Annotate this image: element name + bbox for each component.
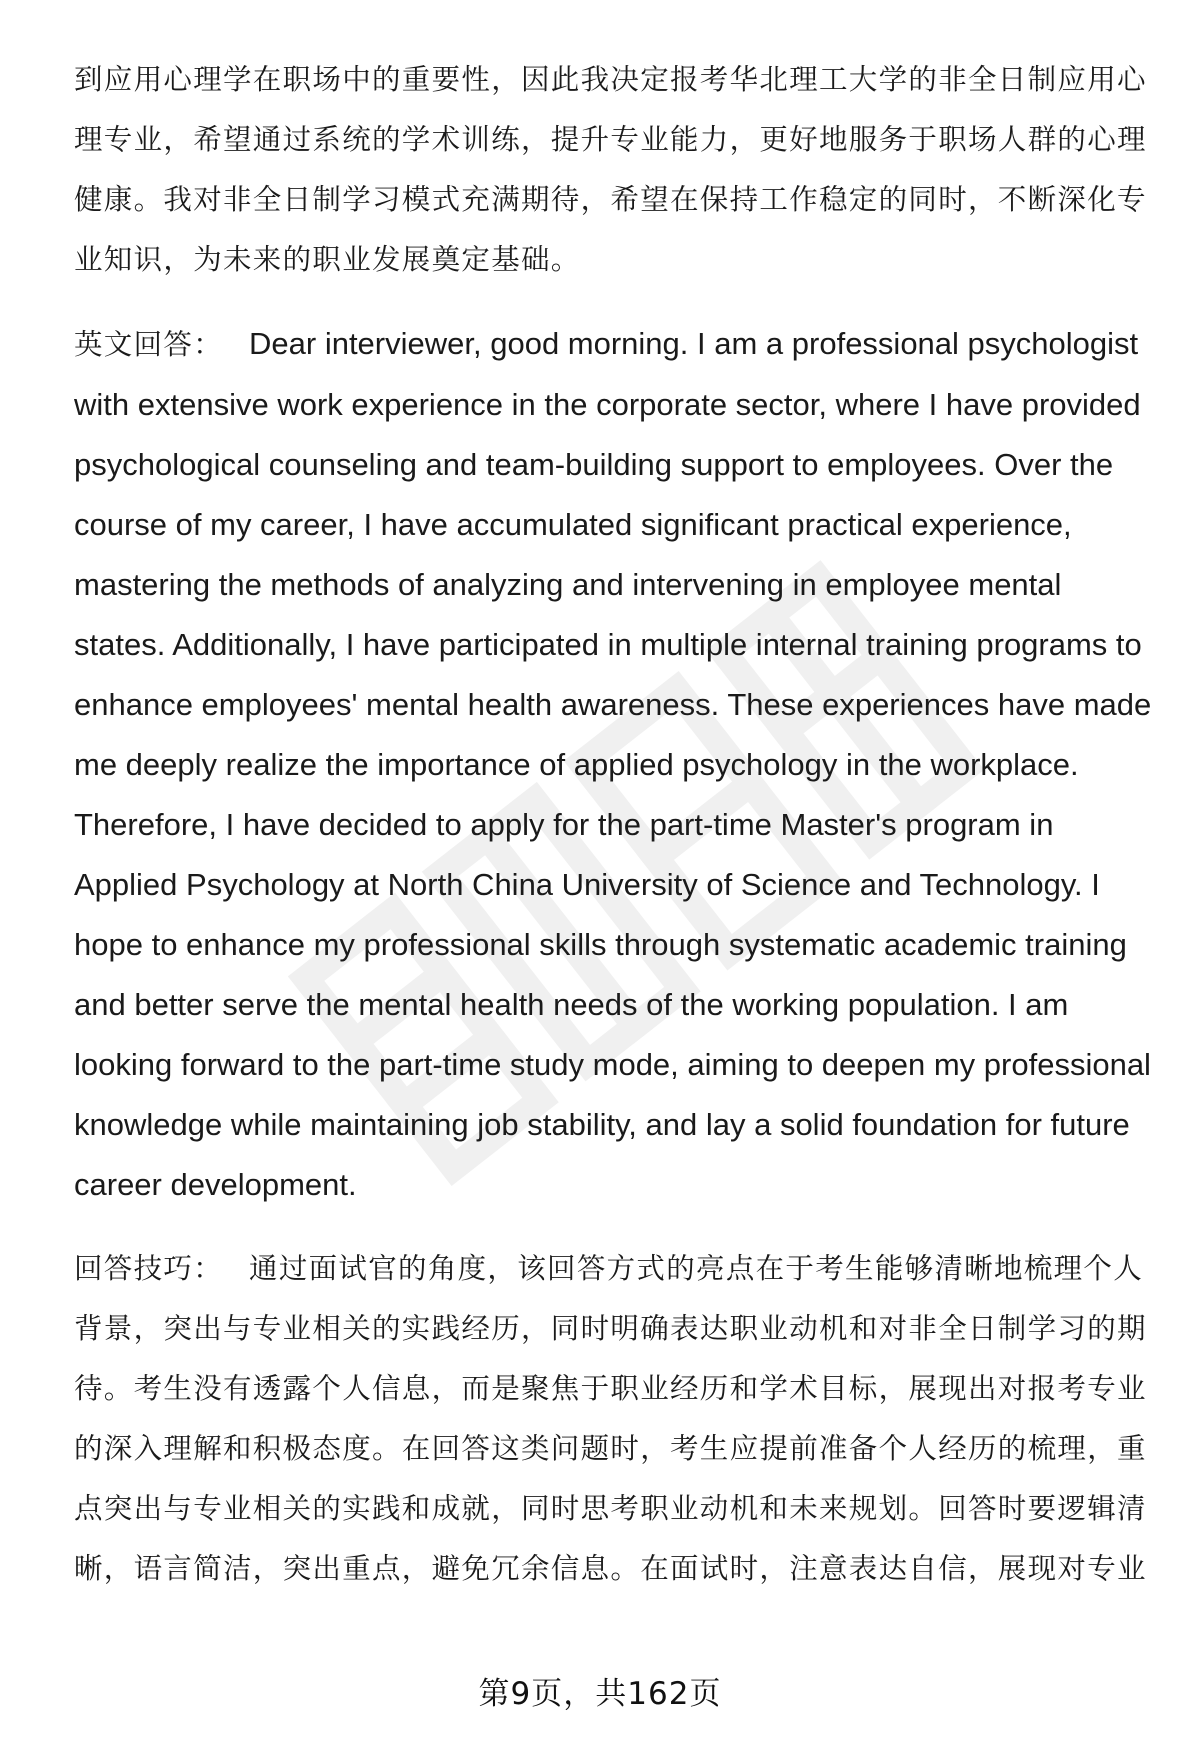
answer-tips-label: 回答技巧： [74, 1252, 224, 1285]
english-answer-text: Dear interviewer, good morning. I am a professional psychologist with extensive work experience in the corporate sector, where I have provided psychological counseling and team-building support to employees. Over the course of my career, I have accumulated significant practical experience, mastering the methods of analyzing and intervening in employee mental states. Additionally, I have participated in multiple internal training programs to enhance employees' mental health awareness. These experiences have made me deeply realize the importance of applied psychology in the workplace. Therefore, I have decided to apply for the part-time Master's program in Applied Psychology at North China University of Science and Technology. I hope to enhance my professional skills through systematic academic training and better serve the mental health needs of the working population. I am looking forward to the part-time study mode, aiming to deepen my professional knowledge while maintaining job stability, and lay a solid foundation for future career development. [74, 326, 1152, 1202]
intro-paragraph: 到应用心理学在职场中的重要性，因此我决定报考华北理工大学的非全日制应用心理专业，希望通过系统的学术训练，提升专业能力，更好地服务于职场人群的心理健康。我对非全日制学习模式充满期待，希望在保持工作稳定的同时，不断深化专业知识，为未来的职业发展奠定基础。 [74, 63, 1147, 276]
document-page [74, 50, 1154, 1623]
answer-tips-paragraph [74, 1239, 1154, 1599]
english-answer-paragraph [74, 314, 1154, 1215]
answer-tips-text: 通过面试官的角度，该回答方式的亮点在于考生能够清晰地梳理个人背景，突出与专业相关的实践经历，同时明确表达职业动机和对非全日制学习的期待。考生没有透露个人信息，而是聚焦于职业经历和学术目标，展现出对报考专业的深入理解和积极态度。在回答这类问题时，考生应提前准备个人经历的梳理，重点突出与专业相关的实践和成就，同时思考职业动机和未来规划。回答时要逻辑清晰，语言简洁，突出重点，避免冗余信息。在面试时，注意表达自信，展现对专业 [74, 1252, 1147, 1585]
english-answer-label: 英文回答： [74, 328, 224, 361]
page-number: 第9页，共162页 [478, 1676, 722, 1712]
